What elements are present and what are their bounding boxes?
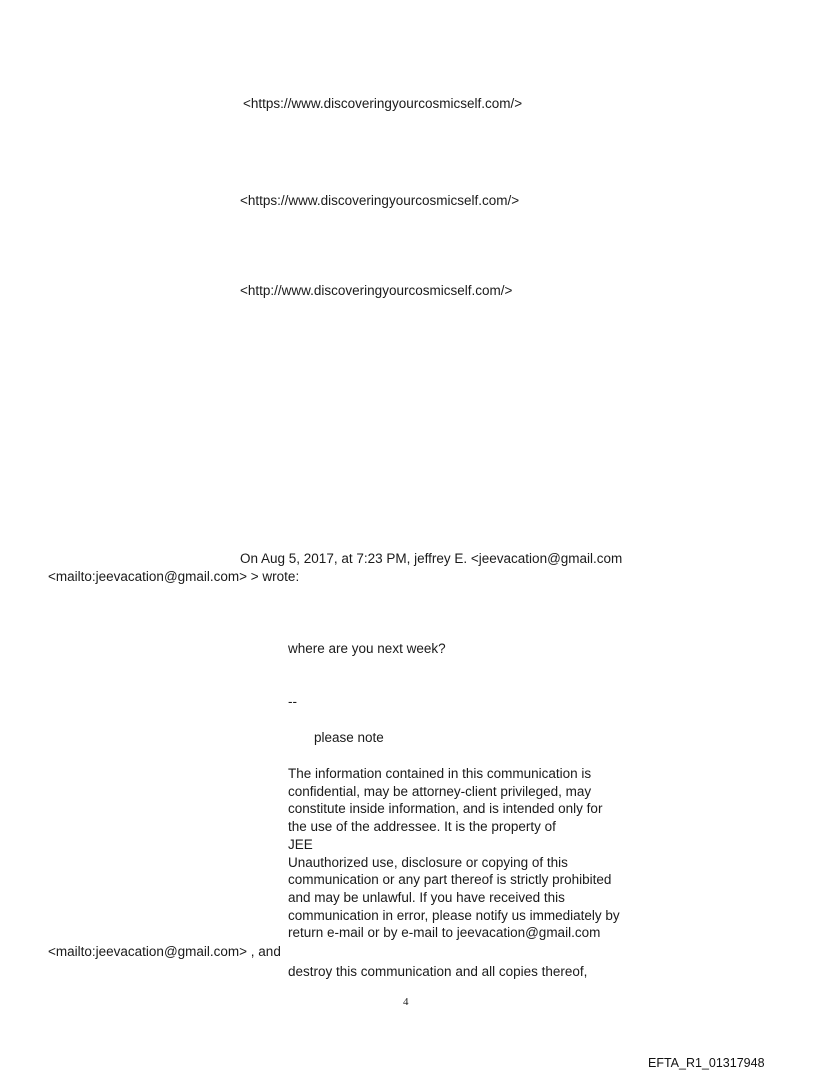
link-2[interactable]: <https://www.discoveringyourcosmicself.com/> (240, 193, 520, 208)
link-3[interactable]: <http://www.discoveringyourcosmicself.com/> (240, 283, 513, 298)
disclaimer-line: return e-mail or by e-mail to jeevacation@gmail.com (288, 925, 601, 941)
disclaimer-line: the use of the addressee. It is the property of (288, 819, 556, 835)
disclaimer-line: Unauthorized use, disclosure or copying of this (288, 854, 568, 870)
reply-header-line-2[interactable]: <mailto:jeevacation@gmail.com> > wrote: (48, 569, 300, 584)
disclaimer-line: confidential, may be attorney-client privileged, may (288, 783, 592, 799)
note-heading: please note (314, 730, 384, 745)
disclaimer-line: and may be unlawful. If you have received this (288, 889, 565, 905)
disclaimer-line: communication or any part thereof is strictly prohibited (288, 872, 612, 888)
document-id: EFTA_R1_01317948 (648, 1056, 765, 1070)
mailto-fragment[interactable]: <mailto:jeevacation@gmail.com> , and (48, 944, 281, 959)
signature-separator: -- (288, 694, 297, 709)
reply-header-line-1: On Aug 5, 2017, at 7:23 PM, jeffrey E. <jeevacation@gmail.com (240, 551, 623, 566)
page-number: 4 (403, 996, 409, 1008)
link-1[interactable]: <https://www.discoveringyourcosmicself.com/> (243, 96, 523, 111)
disclaimer-line: The information contained in this communication is (288, 766, 592, 781)
disclaimer-line: communication in error, please notify us immediately by (288, 907, 620, 923)
disclaimer-last-line: destroy this communication and all copies thereof, (288, 964, 588, 979)
disclaimer-line: constitute inside information, and is intended only for (288, 801, 603, 817)
message-question: where are you next week? (288, 641, 446, 656)
disclaimer-block (288, 765, 620, 942)
disclaimer-line: JEE (288, 836, 313, 852)
